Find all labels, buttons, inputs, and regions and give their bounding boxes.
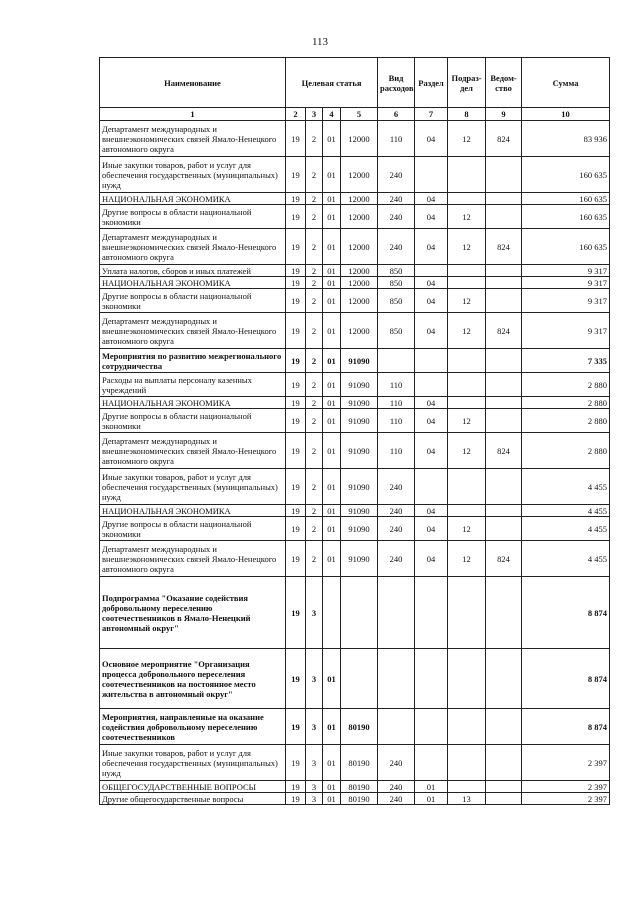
table-cell-direction: 91090	[341, 469, 378, 505]
column-number: 1	[100, 108, 286, 121]
table-cell-subsection: 12	[448, 433, 486, 469]
table-cell-event: 01	[323, 517, 341, 541]
table-cell-event: 01	[323, 709, 341, 745]
table-row	[100, 793, 610, 805]
table-cell-subprogram: 3	[306, 781, 323, 793]
table-cell-subprogram: 2	[306, 265, 323, 277]
table-cell-program: 19	[286, 793, 306, 805]
table-cell-name: Иные закупки товаров, работ и услуг для обеспечения государственных (муниципальных) нужд	[100, 157, 286, 193]
table-cell-program: 19	[286, 229, 306, 265]
table-cell-expense-type	[378, 709, 415, 745]
table-cell-subsection	[448, 745, 486, 781]
header-target: Целевая статья	[286, 58, 378, 108]
table-cell-subprogram: 2	[306, 373, 323, 397]
table-cell-sum: 7 335	[522, 349, 610, 373]
table-cell-sum: 4 455	[522, 541, 610, 577]
table-row	[100, 349, 610, 373]
table-cell-name: Другие вопросы в области национальной экономики	[100, 517, 286, 541]
table-cell-department	[486, 373, 522, 397]
table-cell-department: 824	[486, 313, 522, 349]
header-row	[100, 58, 610, 108]
table-cell-subprogram: 2	[306, 229, 323, 265]
table-cell-event: 01	[323, 121, 341, 157]
table-cell-event: 01	[323, 505, 341, 517]
table-cell-subsection: 12	[448, 229, 486, 265]
table-cell-department: 824	[486, 433, 522, 469]
column-number: 2	[286, 108, 306, 121]
table-cell-section: 04	[415, 517, 448, 541]
table-cell-direction: 91090	[341, 409, 378, 433]
table-row	[100, 469, 610, 505]
table-cell-direction: 80190	[341, 745, 378, 781]
table-row	[100, 193, 610, 205]
header-section: Раздел	[415, 58, 448, 108]
table-cell-sum: 160 635	[522, 193, 610, 205]
table-cell-section: 04	[415, 313, 448, 349]
table-cell-event: 01	[323, 373, 341, 397]
table-cell-event	[323, 577, 341, 649]
table-cell-expense-type	[378, 349, 415, 373]
table-cell-section: 04	[415, 205, 448, 229]
table-cell-direction: 80190	[341, 793, 378, 805]
table-cell-subsection: 12	[448, 517, 486, 541]
table-cell-subprogram: 2	[306, 193, 323, 205]
table-cell-department	[486, 409, 522, 433]
table-row	[100, 265, 610, 277]
table-cell-subprogram: 3	[306, 709, 323, 745]
table-cell-name: Департамент международных и внешнеэкономических связей Ямало-Ненецкого автономного округа	[100, 433, 286, 469]
table-cell-direction: 12000	[341, 205, 378, 229]
table-cell-direction: 91090	[341, 541, 378, 577]
table-cell-sum: 83 936	[522, 121, 610, 157]
table-cell-sum: 2 880	[522, 409, 610, 433]
table-cell-name: Расходы на выплаты персоналу казенных учреждений	[100, 373, 286, 397]
table-cell-name: НАЦИОНАЛЬНАЯ ЭКОНОМИКА	[100, 397, 286, 409]
table-cell-event: 01	[323, 469, 341, 505]
column-numbers-row	[100, 108, 610, 121]
table-cell-department	[486, 709, 522, 745]
table-cell-section: 04	[415, 433, 448, 469]
table-cell-direction: 12000	[341, 277, 378, 289]
table-cell-subsection	[448, 373, 486, 397]
table-cell-sum: 2 397	[522, 745, 610, 781]
table-row	[100, 409, 610, 433]
table-cell-department	[486, 793, 522, 805]
table-cell-program: 19	[286, 373, 306, 397]
table-cell-subsection: 12	[448, 541, 486, 577]
column-number: 9	[486, 108, 522, 121]
table-cell-subprogram: 3	[306, 577, 323, 649]
table-cell-program: 19	[286, 781, 306, 793]
table-cell-section: 04	[415, 541, 448, 577]
table-cell-program: 19	[286, 121, 306, 157]
table-cell-sum: 160 635	[522, 205, 610, 229]
table-cell-subprogram: 2	[306, 121, 323, 157]
table-row	[100, 157, 610, 193]
table-cell-subsection	[448, 277, 486, 289]
table-cell-name: Мероприятия по развитию межрегионального сотрудничества	[100, 349, 286, 373]
table-cell-sum: 2 880	[522, 397, 610, 409]
table-cell-expense-type: 240	[378, 781, 415, 793]
table-cell-program: 19	[286, 505, 306, 517]
table-cell-expense-type: 240	[378, 505, 415, 517]
table-cell-section: 04	[415, 277, 448, 289]
budget-table	[99, 57, 610, 805]
table-cell-section: 04	[415, 397, 448, 409]
table-cell-direction: 12000	[341, 121, 378, 157]
table-cell-name: Департамент международных и внешнеэкономических связей Ямало-Ненецкого автономного округа	[100, 541, 286, 577]
table-cell-department	[486, 781, 522, 793]
table-cell-section: 04	[415, 409, 448, 433]
table-cell-sum: 160 635	[522, 229, 610, 265]
table-cell-department	[486, 193, 522, 205]
table-cell-expense-type: 240	[378, 205, 415, 229]
table-cell-subprogram: 2	[306, 277, 323, 289]
table-cell-section: 04	[415, 505, 448, 517]
table-cell-program: 19	[286, 469, 306, 505]
table-cell-program: 19	[286, 409, 306, 433]
table-cell-expense-type: 240	[378, 229, 415, 265]
table-cell-program: 19	[286, 649, 306, 709]
table-cell-section: 04	[415, 121, 448, 157]
table-cell-subprogram: 2	[306, 289, 323, 313]
table-cell-subsection	[448, 649, 486, 709]
table-cell-department	[486, 577, 522, 649]
table-cell-subprogram: 2	[306, 349, 323, 373]
table-cell-subsection	[448, 709, 486, 745]
table-cell-program: 19	[286, 517, 306, 541]
table-cell-name: Иные закупки товаров, работ и услуг для обеспечения государственных (муниципальных) нужд	[100, 745, 286, 781]
table-cell-name: ОБЩЕГОСУДАРСТВЕННЫЕ ВОПРОСЫ	[100, 781, 286, 793]
table-cell-program: 19	[286, 289, 306, 313]
table-cell-program: 19	[286, 349, 306, 373]
table-cell-expense-type	[378, 649, 415, 709]
table-cell-subprogram: 2	[306, 409, 323, 433]
table-cell-event: 01	[323, 397, 341, 409]
header-type: Вид расходов	[378, 58, 415, 108]
table-cell-subprogram: 2	[306, 433, 323, 469]
table-cell-direction: 80190	[341, 781, 378, 793]
table-cell-subprogram: 2	[306, 505, 323, 517]
table-cell-expense-type: 240	[378, 517, 415, 541]
table-cell-subprogram: 3	[306, 649, 323, 709]
table-cell-expense-type: 110	[378, 373, 415, 397]
table-cell-subsection: 12	[448, 205, 486, 229]
table-cell-program: 19	[286, 433, 306, 469]
column-number: 7	[415, 108, 448, 121]
table-cell-expense-type: 240	[378, 745, 415, 781]
table-cell-subprogram: 2	[306, 517, 323, 541]
table-cell-subsection: 12	[448, 313, 486, 349]
column-number: 6	[378, 108, 415, 121]
table-cell-event: 01	[323, 409, 341, 433]
table-cell-name: Другие вопросы в области национальной экономики	[100, 289, 286, 313]
header-department: Ведом-ство	[486, 58, 522, 108]
table-cell-subsection	[448, 193, 486, 205]
table-cell-program: 19	[286, 577, 306, 649]
table-cell-sum: 4 455	[522, 505, 610, 517]
table-cell-event: 01	[323, 157, 341, 193]
table-cell-expense-type	[378, 577, 415, 649]
table-cell-expense-type: 110	[378, 409, 415, 433]
table-row	[100, 397, 610, 409]
table-cell-expense-type: 240	[378, 193, 415, 205]
table-cell-name: Другие вопросы в области национальной экономики	[100, 205, 286, 229]
table-cell-event: 01	[323, 349, 341, 373]
table-row	[100, 505, 610, 517]
table-cell-section	[415, 577, 448, 649]
table-row	[100, 205, 610, 229]
table-cell-section	[415, 265, 448, 277]
table-cell-subsection	[448, 781, 486, 793]
table-cell-expense-type: 850	[378, 277, 415, 289]
table-cell-department	[486, 277, 522, 289]
table-cell-section	[415, 649, 448, 709]
table-cell-event: 01	[323, 229, 341, 265]
table-cell-section: 04	[415, 289, 448, 313]
table-cell-subsection	[448, 397, 486, 409]
table-cell-section	[415, 709, 448, 745]
table-cell-sum: 2 880	[522, 433, 610, 469]
table-cell-department	[486, 745, 522, 781]
header-subsection: Подраз-дел	[448, 58, 486, 108]
table-cell-sum: 9 317	[522, 313, 610, 349]
table-cell-subsection	[448, 265, 486, 277]
table-cell-sum: 2 880	[522, 373, 610, 397]
table-cell-direction: 91090	[341, 349, 378, 373]
table-cell-name: Основное мероприятие "Организация процесса добровольного переселения соотечественников на постоянное место жительства в автономный округ"	[100, 649, 286, 709]
table-cell-subprogram: 2	[306, 313, 323, 349]
table-cell-subprogram: 2	[306, 469, 323, 505]
table-cell-program: 19	[286, 277, 306, 289]
table-cell-name: Департамент международных и внешнеэкономических связей Ямало-Ненецкого автономного округа	[100, 121, 286, 157]
table-row	[100, 649, 610, 709]
table-cell-sum: 4 455	[522, 469, 610, 505]
table-cell-sum: 9 317	[522, 265, 610, 277]
table-cell-direction: 91090	[341, 397, 378, 409]
table-cell-department	[486, 397, 522, 409]
table-cell-department	[486, 265, 522, 277]
table-cell-department: 824	[486, 121, 522, 157]
table-cell-direction: 12000	[341, 289, 378, 313]
table-cell-subsection	[448, 157, 486, 193]
table-cell-event: 01	[323, 745, 341, 781]
table-cell-name: НАЦИОНАЛЬНАЯ ЭКОНОМИКА	[100, 277, 286, 289]
table-cell-name: Другие вопросы в области национальной экономики	[100, 409, 286, 433]
table-row	[100, 745, 610, 781]
table-cell-program: 19	[286, 541, 306, 577]
table-cell-subprogram: 2	[306, 541, 323, 577]
table-cell-section	[415, 349, 448, 373]
table-row	[100, 313, 610, 349]
table-cell-subsection	[448, 505, 486, 517]
table-cell-event: 01	[323, 265, 341, 277]
table-cell-expense-type: 240	[378, 541, 415, 577]
table-cell-expense-type: 240	[378, 157, 415, 193]
table-cell-expense-type: 240	[378, 469, 415, 505]
table-cell-section	[415, 373, 448, 397]
table-cell-section	[415, 469, 448, 505]
table-cell-direction: 12000	[341, 265, 378, 277]
table-cell-program: 19	[286, 397, 306, 409]
table-row	[100, 433, 610, 469]
table-cell-expense-type: 110	[378, 433, 415, 469]
table-body	[100, 121, 610, 805]
table-cell-program: 19	[286, 745, 306, 781]
table-row	[100, 781, 610, 793]
table-cell-subsection: 12	[448, 121, 486, 157]
table-cell-name: Мероприятия, направленные на оказание содействия добровольному переселению соотечественников	[100, 709, 286, 745]
table-cell-department	[486, 469, 522, 505]
table-cell-department	[486, 157, 522, 193]
table-cell-subprogram: 3	[306, 793, 323, 805]
table-cell-direction: 91090	[341, 517, 378, 541]
table-cell-direction: 12000	[341, 229, 378, 265]
table-cell-department	[486, 517, 522, 541]
table-cell-expense-type: 850	[378, 289, 415, 313]
column-number: 8	[448, 108, 486, 121]
table-cell-program: 19	[286, 157, 306, 193]
column-number: 5	[341, 108, 378, 121]
table-cell-subsection	[448, 577, 486, 649]
table-row	[100, 289, 610, 313]
table-cell-section: 04	[415, 229, 448, 265]
header-sum: Сумма	[522, 58, 610, 108]
column-number: 4	[323, 108, 341, 121]
table-cell-direction: 91090	[341, 505, 378, 517]
table-cell-name: НАЦИОНАЛЬНАЯ ЭКОНОМИКА	[100, 193, 286, 205]
table-cell-event: 01	[323, 541, 341, 577]
table-cell-subprogram: 3	[306, 745, 323, 781]
table-row	[100, 121, 610, 157]
table-cell-direction	[341, 577, 378, 649]
table-cell-event: 01	[323, 433, 341, 469]
table-cell-name: Департамент международных и внешнеэкономических связей Ямало-Ненецкого автономного округа	[100, 229, 286, 265]
table-cell-event: 01	[323, 205, 341, 229]
table-cell-event: 01	[323, 793, 341, 805]
table-cell-sum: 160 635	[522, 157, 610, 193]
table-cell-sum: 8 874	[522, 577, 610, 649]
table-cell-name: Уплата налогов, сборов и иных платежей	[100, 265, 286, 277]
table-cell-section: 01	[415, 793, 448, 805]
table-cell-program: 19	[286, 709, 306, 745]
table-cell-subsection	[448, 349, 486, 373]
table-cell-event: 01	[323, 289, 341, 313]
table-cell-event: 01	[323, 313, 341, 349]
page-number: 113	[311, 36, 329, 48]
table-row	[100, 517, 610, 541]
table-cell-subprogram: 2	[306, 397, 323, 409]
table-row	[100, 373, 610, 397]
column-number: 10	[522, 108, 610, 121]
table-row	[100, 577, 610, 649]
table-cell-section: 04	[415, 193, 448, 205]
table-cell-sum: 2 397	[522, 781, 610, 793]
table-row	[100, 541, 610, 577]
table-cell-subsection	[448, 469, 486, 505]
table-cell-expense-type: 850	[378, 265, 415, 277]
table-cell-department	[486, 649, 522, 709]
table-cell-name: Подпрограмма "Оказание содействия добровольному переселению соотечественников в Ямало-Ненецкий автономный округ"	[100, 577, 286, 649]
table-cell-direction: 80190	[341, 709, 378, 745]
table-row	[100, 229, 610, 265]
table-cell-direction	[341, 649, 378, 709]
table-cell-department	[486, 505, 522, 517]
table-cell-expense-type: 110	[378, 397, 415, 409]
table-cell-sum: 9 317	[522, 277, 610, 289]
table-cell-section: 01	[415, 781, 448, 793]
table-cell-subprogram: 2	[306, 205, 323, 229]
table-cell-subsection: 13	[448, 793, 486, 805]
table-cell-expense-type: 850	[378, 313, 415, 349]
table-cell-department	[486, 349, 522, 373]
table-cell-department	[486, 289, 522, 313]
table-cell-department: 824	[486, 229, 522, 265]
table-cell-direction: 12000	[341, 313, 378, 349]
table-cell-program: 19	[286, 193, 306, 205]
table-cell-event: 01	[323, 649, 341, 709]
table-cell-department	[486, 205, 522, 229]
table-cell-direction: 91090	[341, 433, 378, 469]
table-cell-sum: 2 397	[522, 793, 610, 805]
table-row	[100, 277, 610, 289]
table-row	[100, 709, 610, 745]
table-cell-sum: 9 317	[522, 289, 610, 313]
table-cell-direction: 91090	[341, 373, 378, 397]
table-cell-name: Департамент международных и внешнеэкономических связей Ямало-Ненецкого автономного округа	[100, 313, 286, 349]
column-number: 3	[306, 108, 323, 121]
table-cell-subsection: 12	[448, 409, 486, 433]
table-cell-event: 01	[323, 277, 341, 289]
table-cell-sum: 8 874	[522, 649, 610, 709]
table-cell-program: 19	[286, 265, 306, 277]
table-cell-name: Другие общегосударственные вопросы	[100, 793, 286, 805]
table-cell-direction: 12000	[341, 157, 378, 193]
table-cell-subprogram: 2	[306, 157, 323, 193]
table-cell-event: 01	[323, 781, 341, 793]
header-name: Наименование	[100, 58, 286, 108]
table-cell-subsection: 12	[448, 289, 486, 313]
table-cell-program: 19	[286, 205, 306, 229]
table-cell-event: 01	[323, 193, 341, 205]
table-cell-department: 824	[486, 541, 522, 577]
table-cell-section	[415, 157, 448, 193]
table-cell-name: Иные закупки товаров, работ и услуг для обеспечения государственных (муниципальных) нужд	[100, 469, 286, 505]
table-cell-section	[415, 745, 448, 781]
table-cell-expense-type: 110	[378, 121, 415, 157]
table-cell-program: 19	[286, 313, 306, 349]
table-cell-expense-type: 240	[378, 793, 415, 805]
table-cell-direction: 12000	[341, 193, 378, 205]
table-cell-sum: 4 455	[522, 517, 610, 541]
table-cell-sum: 8 874	[522, 709, 610, 745]
table-cell-name: НАЦИОНАЛЬНАЯ ЭКОНОМИКА	[100, 505, 286, 517]
